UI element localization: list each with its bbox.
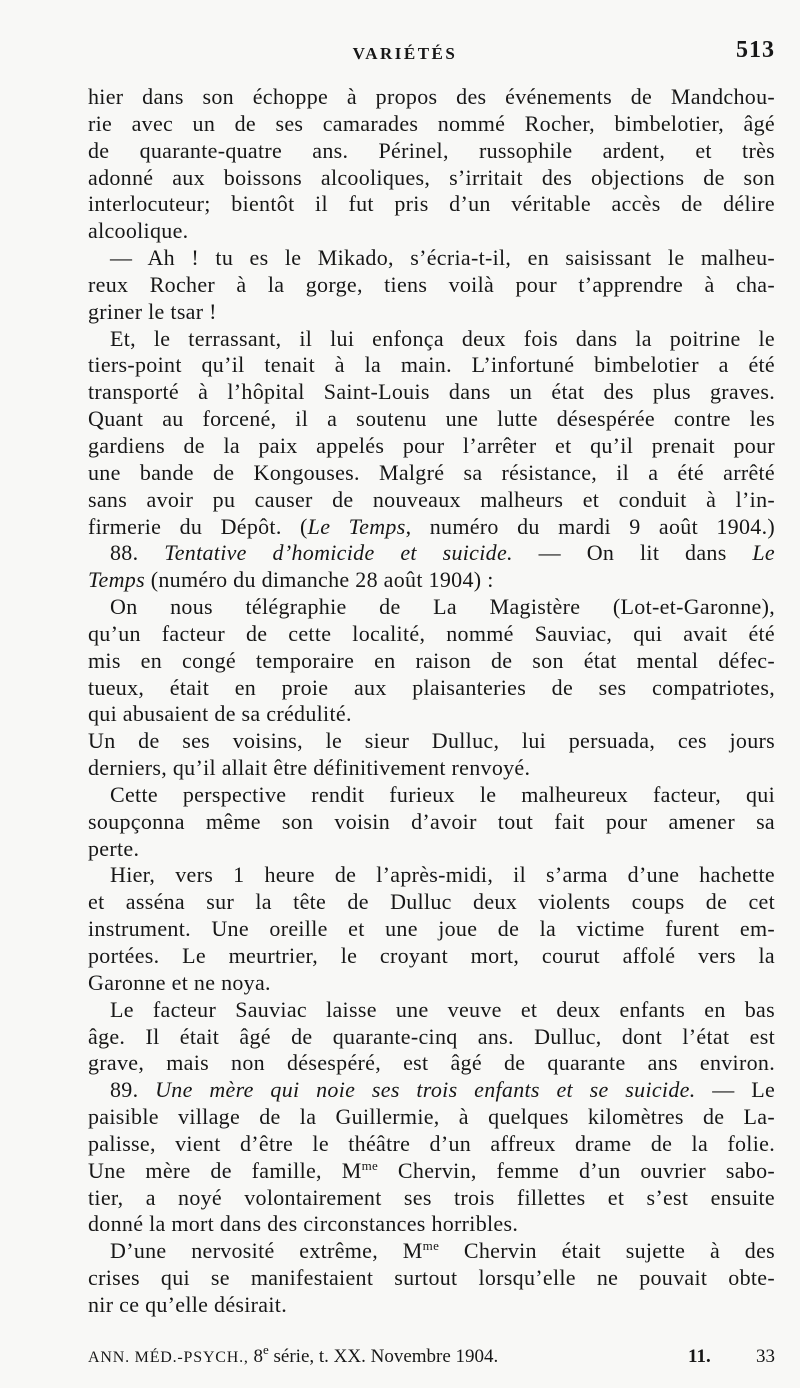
text-span: Garonne et ne noya. — [88, 969, 271, 995]
text-span: mis en congé temporaire en raison de son état mental défec- — [88, 647, 775, 673]
text-span: Chervin, femme d’un ouvrier sabo- — [378, 1157, 775, 1183]
italic-text: Le Temps — [307, 513, 406, 539]
text-span: D’une nervosité extrême, M — [110, 1238, 423, 1264]
text-span: On nous télégraphie de La Magistère (Lot-et-Garonne), — [110, 594, 775, 620]
text-line — [88, 889, 775, 916]
text-line — [88, 165, 775, 192]
italic-text: Une mère qui noie ses trois enfants et se suicide. — [155, 1077, 696, 1103]
text-line — [88, 1158, 775, 1185]
series-details: série, t. XX. Novembre 1904. — [273, 1346, 499, 1367]
text-line — [88, 567, 775, 594]
text-line — [88, 621, 775, 648]
page-number: 513 — [736, 37, 775, 63]
text-span: 89. — [110, 1077, 156, 1103]
text-line — [88, 406, 775, 433]
text-line — [88, 1211, 775, 1238]
text-line — [88, 272, 775, 299]
text-span: gardiens de la paix appelés pour l’arrêter et qu’il prenait pour — [88, 432, 775, 458]
text-span: interlocuteur; bientôt il fut pris d’un véritable accès de délire — [88, 191, 775, 217]
text-span: firmerie du Dépôt. ( — [88, 513, 308, 539]
text-span: crises qui se manifestaient surtout lorsqu’elle ne pouvait obte- — [88, 1265, 775, 1291]
text-line — [88, 970, 775, 997]
text-span: âge. Il était âgé de quarante-cinq ans. Dulluc, dont l’état est — [88, 1023, 775, 1049]
text-line — [88, 245, 775, 272]
text-span: Et, le terrassant, il lui enfonça deux fois dans la poitrine le — [110, 325, 775, 351]
text-span: Hier, vers 1 heure de l’après-midi, il s’arma d’une hachette — [110, 862, 775, 888]
text-line — [88, 1131, 775, 1158]
text-line — [88, 1238, 775, 1265]
text-line — [88, 138, 775, 165]
journal-abbreviation: ANN. MÉD.-PSYCH., — [88, 1349, 249, 1366]
series-ordinal: e — [262, 1342, 269, 1357]
text-span: (numéro du dimanche 28 août 1904) : — [144, 567, 494, 593]
text-span: hier dans son échoppe à propos des événements de Mandchou- — [88, 84, 775, 109]
text-line — [88, 1050, 775, 1077]
text-span: paisible village de la Guillermie, à quelques kilomètres de La- — [88, 1104, 775, 1130]
text-span: grave, mais non désespéré, est âgé de quarante ans environ. — [88, 1050, 775, 1076]
text-line — [88, 191, 775, 218]
text-span: reux Rocher à la gorge, tiens voilà pour t’apprendre à cha- — [88, 271, 775, 297]
text-line — [88, 594, 775, 621]
text-line — [88, 218, 775, 245]
text-line — [88, 1024, 775, 1051]
text-line — [88, 1104, 775, 1131]
text-line — [88, 648, 775, 675]
text-span: griner le tsar ! — [88, 298, 217, 324]
text-span: donné la mort dans des circonstances horribles. — [88, 1211, 519, 1237]
text-span: Chervin était sujette à des — [439, 1238, 775, 1264]
text-line — [88, 1077, 775, 1104]
text-span: rie avec un de ses camarades nommé Rocher, bimbelotier, âgé — [88, 110, 775, 136]
text-line — [88, 1185, 775, 1212]
text-span: portées. Le meurtrier, le croyant mort, courut affolé vers la — [88, 943, 775, 968]
text-line — [88, 943, 775, 970]
text-line — [88, 433, 775, 460]
body-text — [88, 84, 775, 1319]
text-span: qui abusaient de sa crédulité. — [88, 701, 352, 727]
text-span: — Ah ! tu es le Mikado, s’écria-t-il, en saisissant le malheu- — [110, 245, 775, 271]
text-span: perte. — [88, 835, 140, 861]
text-line — [88, 728, 775, 755]
sheet-signature: 11. — [688, 1346, 711, 1367]
italic-text: Tentative d’homicide et suicide. — [164, 540, 513, 566]
text-span: — On lit dans — [512, 540, 753, 566]
section-title: VARIÉTÉS — [352, 44, 458, 63]
text-line — [88, 997, 775, 1024]
text-line — [88, 836, 775, 863]
text-span: et asséna sur la tête de Dulluc deux violents coups de cet — [88, 889, 775, 915]
text-line — [88, 782, 775, 809]
text-line — [88, 755, 775, 782]
text-span: tiers-point qu’il tenait à la main. L’infortuné bimbelotier a été — [88, 352, 775, 378]
text-span: nir ce qu’elle désirait. — [88, 1291, 288, 1317]
italic-text: Temps — [88, 567, 145, 593]
text-line — [88, 701, 775, 728]
text-line — [88, 809, 775, 836]
text-line — [88, 540, 775, 567]
text-line — [88, 326, 775, 353]
text-span: instrument. Une oreille et une joue de la victime furent em- — [88, 916, 775, 942]
text-line — [88, 916, 775, 943]
text-line — [88, 675, 775, 702]
series-number: 8 — [253, 1346, 263, 1367]
text-line — [88, 1292, 775, 1319]
text-span: transporté à l’hôpital Saint-Louis dans un état des plus graves. — [88, 379, 775, 405]
text-span: alcoolique. — [88, 218, 189, 244]
italic-text: Le — [752, 540, 775, 566]
text-line — [88, 514, 775, 541]
text-span: tueux, était en proie aux plaisanteries de ses compatriotes, — [88, 674, 775, 700]
text-line — [88, 862, 775, 889]
text-span: , numéro du mardi 9 août 1904.) — [405, 513, 775, 539]
text-span: sans avoir pu causer de nouveaux malheurs et conduit à l’in- — [88, 486, 775, 512]
sheet-number: 33 — [756, 1346, 775, 1367]
text-line — [88, 111, 775, 138]
text-line — [88, 460, 775, 487]
text-span: soupçonna même son voisin d’avoir tout fait pour amener sa — [88, 808, 775, 834]
text-span: Un de ses voisins, le sieur Dulluc, lui persuada, ces jours — [88, 728, 775, 754]
running-header — [0, 0, 800, 80]
text-span: derniers, qu’il allait être définitivement renvoyé. — [88, 755, 531, 781]
text-line — [88, 84, 775, 111]
text-span: adonné aux boissons alcooliques, s’irritait des objections de son — [88, 164, 775, 190]
text-line — [88, 299, 775, 326]
superscript-text: me — [422, 1238, 440, 1254]
text-span: Une mère de famille, M — [88, 1157, 362, 1183]
text-span: Le facteur Sauviac laisse une veuve et deux enfants en bas — [110, 996, 775, 1022]
text-line — [88, 379, 775, 406]
text-span: tier, a noyé volontairement ses trois fillettes et s’est ensuite — [88, 1184, 775, 1210]
text-span: une bande de Kongouses. Malgré sa résistance, il a été arrêté — [88, 459, 775, 485]
text-span: 88. — [110, 540, 165, 566]
footer-citation — [88, 1342, 775, 1372]
text-span: Quant au forcené, il a soutenu une lutte désespérée contre les — [88, 406, 775, 432]
text-line — [88, 1265, 775, 1292]
text-span: palisse, vient d’être le théâtre d’un affreux drame de la folie. — [88, 1130, 775, 1156]
text-span: qu’un facteur de cette localité, nommé Sauviac, qui avait été — [88, 620, 775, 646]
text-span: Cette perspective rendit furieux le malheureux facteur, qui — [110, 781, 775, 807]
text-line — [88, 352, 775, 379]
text-span: — Le — [695, 1077, 775, 1103]
text-span: de quarante-quatre ans. Périnel, russophile ardent, et très — [88, 137, 775, 163]
text-line — [88, 487, 775, 514]
superscript-text: me — [361, 1157, 379, 1173]
